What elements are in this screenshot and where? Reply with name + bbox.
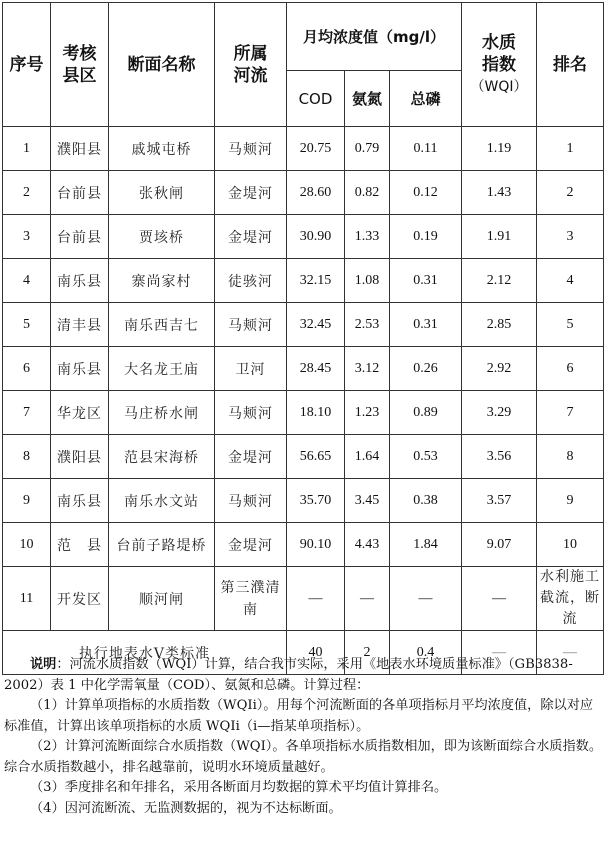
cell-tp: 1.84 [390,523,462,567]
cell-cod: 28.45 [287,347,345,391]
cell-river [215,567,287,631]
standard-wqi: — [462,631,537,675]
cell-cod: 28.60 [287,171,345,215]
header-cod: COD [287,71,345,127]
header-concentration: 月均浓度值（mg/l） [287,3,462,71]
standard-tp: 0.4 [390,631,462,675]
cell-tp: 0.31 [390,303,462,347]
cell-county: 台前县 [51,171,109,215]
header-ammonia: 氨氮 [345,71,390,127]
cell-ammonia: 0.82 [345,171,390,215]
cell-rank-note-line2: 截流，断流 [540,590,601,627]
cell-ammonia: 1.64 [345,435,390,479]
cell-county: 开发区 [51,567,109,631]
header-river [215,3,287,127]
cell-wqi: 3.57 [462,479,537,523]
cell-river: 马颊河 [215,303,287,347]
cell-seq: 1 [3,127,51,171]
header-river-line2: 河流 [233,65,268,86]
notes-p2: （1）计算单项指标的水质指数（WQIi）。用每个河流断面的各单项指标月平均浓度值，除以对应标准值，计算出该单项指标的水质 WQIi（i—指某单项指标）。 [4,698,594,734]
cell-section: 寨尚家村 [109,259,215,303]
header-wqi-line2: 指数 [482,54,517,75]
cell-section: 顺河闸 [109,567,215,631]
cell-seq: 4 [3,259,51,303]
cell-cod: 56.65 [287,435,345,479]
cell-ammonia: — [345,567,390,631]
cell-county: 清丰县 [51,303,109,347]
notes-p1: ：河流水质指数（WQI）计算，结合我市实际，采用《地表水环境质量标准》（GB3838-2002）表 1 中化学需氧量（COD）、氨氮和总磷。计算过程： [4,657,573,693]
notes-p3: （2）计算河流断面综合水质指数（WQI）。各单项指标水质指数相加，即为该断面综合水质指数。综合水质指数越小，排名越靠前，说明水环境质量越好。 [4,739,603,775]
header-county-line1: 考核 [62,43,97,64]
cell-river: 马颊河 [215,391,287,435]
cell-rank: 7 [537,391,604,435]
cell-rank: 6 [537,347,604,391]
cell-rank: 2 [537,171,604,215]
cell-tp: — [390,567,462,631]
notes-p4: （3）季度排名和年排名，采用各断面月均数据的算术平均值计算排名。 [30,780,448,795]
cell-cod: 20.75 [287,127,345,171]
cell-ammonia: 3.45 [345,479,390,523]
cell-seq: 8 [3,435,51,479]
cell-river-line2: 南 [243,601,258,618]
notes-lead: 说明 [30,657,57,672]
cell-section: 大名龙王庙 [109,347,215,391]
header-county-line2: 县区 [62,65,97,86]
header-river-line1: 所属 [233,43,268,64]
cell-wqi: 1.43 [462,171,537,215]
table-row [3,435,604,479]
notes-section [4,655,603,819]
cell-ammonia: 1.08 [345,259,390,303]
cell-seq: 7 [3,391,51,435]
cell-rank: 1 [537,127,604,171]
table-row [3,479,604,523]
cell-rank: 8 [537,435,604,479]
cell-wqi: 9.07 [462,523,537,567]
cell-section: 范县宋海桥 [109,435,215,479]
cell-cod: — [287,567,345,631]
water-quality-table [2,2,604,675]
header-wqi-line3: （WQI） [470,78,528,95]
cell-cod: 18.10 [287,391,345,435]
cell-ammonia: 1.23 [345,391,390,435]
cell-ammonia: 4.43 [345,523,390,567]
cell-river-line1: 第三濮清 [220,579,281,596]
cell-river: 卫河 [215,347,287,391]
cell-river: 马颊河 [215,127,287,171]
cell-wqi: 1.91 [462,215,537,259]
cell-cod: 32.15 [287,259,345,303]
cell-wqi: — [462,567,537,631]
cell-river: 金堤河 [215,523,287,567]
cell-ammonia: 0.79 [345,127,390,171]
table-row [3,523,604,567]
cell-seq: 5 [3,303,51,347]
table-row [3,303,604,347]
header-wqi [462,3,537,127]
cell-ammonia: 1.33 [345,215,390,259]
cell-county: 华龙区 [51,391,109,435]
header-rank: 排名 [537,3,604,127]
cell-county: 濮阳县 [51,127,109,171]
cell-county: 台前县 [51,215,109,259]
table-body [3,127,604,567]
cell-section: 南乐水文站 [109,479,215,523]
row-11 [3,567,604,631]
notes-p5: （4）因河流断流、无监测数据的，视为不达标断面。 [30,800,342,816]
cell-county: 范 县 [51,523,109,567]
cell-wqi: 3.56 [462,435,537,479]
cell-cod: 30.90 [287,215,345,259]
cell-wqi: 2.12 [462,259,537,303]
cell-tp: 0.26 [390,347,462,391]
cell-tp: 0.11 [390,127,462,171]
cell-seq: 6 [3,347,51,391]
cell-seq: 3 [3,215,51,259]
cell-river: 金堤河 [215,215,287,259]
table-row [3,215,604,259]
cell-rank: 9 [537,479,604,523]
standard-cod: 40 [287,631,345,675]
cell-section: 台前子路堤桥 [109,523,215,567]
cell-seq: 9 [3,479,51,523]
cell-section: 马庄桥水闸 [109,391,215,435]
table-row [3,391,604,435]
cell-wqi: 1.19 [462,127,537,171]
cell-tp: 0.53 [390,435,462,479]
cell-section: 戚城屯桥 [109,127,215,171]
cell-wqi: 3.29 [462,391,537,435]
header-section: 断面名称 [109,3,215,127]
standard-rank: — [537,631,604,675]
table-row [3,127,604,171]
header-tp: 总磷 [390,71,462,127]
cell-ammonia: 3.12 [345,347,390,391]
cell-county: 南乐县 [51,347,109,391]
header-county [51,3,109,127]
cell-river: 金堤河 [215,435,287,479]
standard-ammonia: 2 [345,631,390,675]
header-seq: 序号 [3,3,51,127]
header-wqi-line1: 水质 [482,32,517,53]
cell-rank: 5 [537,303,604,347]
cell-river: 马颊河 [215,479,287,523]
table-row [3,347,604,391]
cell-rank-note [537,567,604,631]
cell-wqi: 2.85 [462,303,537,347]
cell-tp: 0.38 [390,479,462,523]
cell-ammonia: 2.53 [345,303,390,347]
table-row [3,259,604,303]
cell-county: 南乐县 [51,259,109,303]
cell-wqi: 2.92 [462,347,537,391]
cell-seq: 2 [3,171,51,215]
cell-rank: 4 [537,259,604,303]
cell-rank: 10 [537,523,604,567]
cell-tp: 0.31 [390,259,462,303]
cell-tp: 0.89 [390,391,462,435]
cell-county: 濮阳县 [51,435,109,479]
cell-county: 南乐县 [51,479,109,523]
table-row [3,171,604,215]
cell-seq: 10 [3,523,51,567]
cell-seq: 11 [3,567,51,631]
cell-cod: 90.10 [287,523,345,567]
cell-cod: 35.70 [287,479,345,523]
cell-cod: 32.45 [287,303,345,347]
cell-section: 贾垓桥 [109,215,215,259]
cell-tp: 0.19 [390,215,462,259]
standard-label: 执行地表水Ⅴ类标准 [3,631,287,675]
cell-rank-note-line1: 水利施工 [540,569,601,585]
cell-section: 张秋闸 [109,171,215,215]
cell-section: 南乐西吉七 [109,303,215,347]
cell-river: 徒骇河 [215,259,287,303]
cell-river: 金堤河 [215,171,287,215]
cell-rank: 3 [537,215,604,259]
notes-intro [4,655,603,696]
cell-tp: 0.12 [390,171,462,215]
